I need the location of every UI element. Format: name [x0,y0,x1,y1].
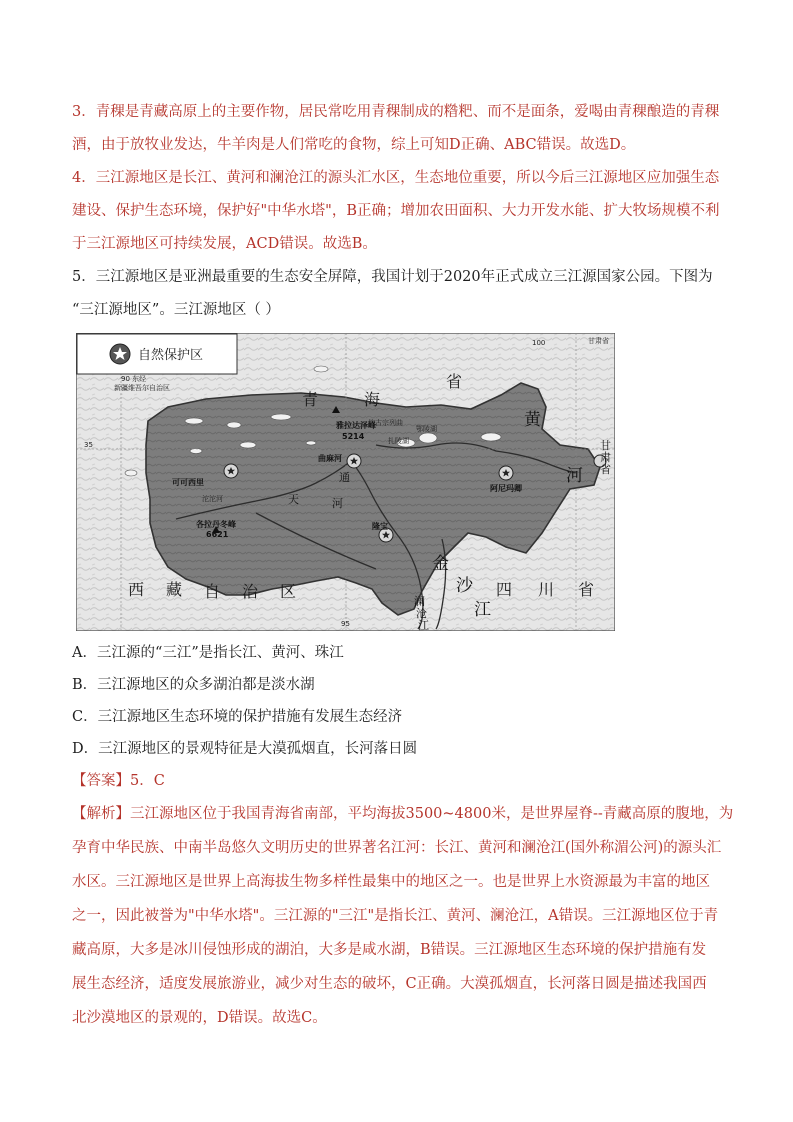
explanation-q5 [72,797,732,1035]
svg-text:区: 区 [280,582,297,601]
svg-text:江: 江 [418,619,429,631]
lat35-label: 35 [84,441,93,449]
tuotuo-label: 沱沱河 [202,495,223,503]
svg-text:青: 青 [302,390,319,409]
option-d: D．三江源地区的景观特征是大漠孤烟直，长河落日圆 [72,741,418,757]
geladan-label: 各拉丹冬峰 [196,520,236,529]
gansu-top-label: 甘肃省 [588,337,609,345]
svg-text:沧: 沧 [416,607,427,620]
q5-line-2: “三江源地区”。三江源地区（ ） [72,302,280,318]
yueguzong-label: 约古宗列曲 [368,419,403,427]
explanation-q4 [72,162,732,261]
xinjiang-label: 新疆维吾尔自治区 [114,384,170,392]
svg-text:川: 川 [538,580,555,599]
explanation-line-7: 北沙漠地区的景观的，D错误。故选C。 [72,1010,327,1026]
svg-text:藏: 藏 [166,580,183,599]
svg-text:澜: 澜 [414,595,425,608]
svg-text:河: 河 [566,466,583,486]
svg-text:江: 江 [474,600,491,620]
question-5-stem [72,261,732,327]
svg-text:肃: 肃 [600,451,611,464]
qumahe-label: 曲麻河 [318,454,342,463]
q3-line-2: 酒，由于放牧业发达，牛羊肉是人们常吃的食物，综上可知D正确、ABC错误。故选D。 [72,137,636,153]
svg-text:省: 省 [446,372,463,391]
legend-label: 自然保护区 [138,348,204,363]
explanation-q3 [72,96,732,162]
q4-line-1: 4．三江源地区是长江、黄河和澜沧江的源头汇水区，生态地位重要，所以今后三江源地区应加强生态 [72,170,720,186]
svg-text:省: 省 [600,463,611,476]
yalada-height: 5214 [342,432,365,441]
lon90-label: 90 东经 [121,375,147,383]
q3-line-1: 3．青稞是青藏高原上的主要作物，居民常吃用青稞制成的糌粑、而不是面条，爱喝由青稞酿造的青稞 [72,104,720,120]
eling-lake [419,433,437,443]
svg-text:海: 海 [364,390,381,409]
option-b: B．三江源地区的众多湖泊都是淡水湖 [72,677,315,693]
explanation-first-line: 三江源地区位于我国青海省南部，平均海拔3500~4800米，是世界屋脊--青藏高原的腹地，为 [130,806,734,822]
answer-value: 5．C [130,773,165,789]
animaqing-label: 阿尼玛卿 [490,484,522,493]
explanation-line-3: 水区。三江源地区是世界上高海拔生物多样性最集中的地区之一。也是世界上水资源最为丰富的地区 [72,874,710,890]
map-legend [77,334,237,374]
eling-label: 鄂陵湖 [416,425,437,433]
explanation-line-2: 孕育中华民族、中南半岛悠久文明历史的世界著名江河：长江、黄河和澜沧江(国外称湄公河)的源头汇 [72,840,722,856]
yalada-label: 雅拉达泽峰 [336,421,376,430]
answer-tag: 【答案】 [72,773,130,789]
svg-text:金: 金 [432,554,449,574]
explanation-line-1 [72,797,732,831]
svg-text:河: 河 [332,497,343,510]
lon100-label: 100 [532,339,546,347]
svg-text:自: 自 [204,582,221,601]
lon95-label: 95 [341,620,350,628]
svg-text:黄: 黄 [524,410,541,430]
svg-text:天: 天 [288,493,299,506]
explanation-line-5: 藏高原，大多是冰川侵蚀形成的湖泊，大多是咸水湖，B错误。三江源地区生态环境的保护措施有发 [72,942,707,958]
svg-text:沙: 沙 [456,576,473,596]
document-page [72,96,732,1035]
svg-text:省: 省 [578,580,595,599]
q5-line-1: 5．三江源地区是亚洲最重要的生态安全屏障，我国计划于2020年正式成立三江源国家公园。下图为 [72,269,713,285]
explanation-line-6: 展生态经济，适度发展旅游业，减少对生态的破坏，C正确。大漠孤烟直，长河落日圆是描述我国西 [72,976,707,992]
q4-line-3: 于三江源地区可持续发展，ACD错误。故选B。 [72,236,377,252]
zhalinghu-label: 扎陵湖 [388,437,409,445]
explanation-line-4: 之一，因此被誉为"中华水塔"。三江源的"三江"是指长江、黄河、澜沧江，A错误。三江源地区位于青 [72,908,719,924]
geladan-height: 6621 [206,530,229,539]
q4-line-2: 建设、保护生态环境，保护好"中华水塔"，B正确；增加农田面积、大力开发水能、扩大牧场规模不利 [72,203,720,219]
answer-line [72,765,732,797]
kekexili-label: 可可西里 [172,478,204,487]
svg-text:通: 通 [339,471,350,484]
map-figure [76,333,615,631]
svg-text:四: 四 [496,580,513,599]
option-a: A．三江源的“三江”是指长江、黄河、珠江 [72,645,344,661]
svg-text:治: 治 [242,582,259,601]
svg-text:西: 西 [128,580,145,599]
explanation-tag: 【解析】 [72,806,130,822]
option-c: C．三江源地区生态环境的保护措施有发展生态经济 [72,709,403,725]
sanjiangyuan-map [76,333,615,631]
svg-text:甘: 甘 [600,439,611,452]
longbao-label: 隆宝 [372,522,388,531]
answer-options [72,637,732,765]
